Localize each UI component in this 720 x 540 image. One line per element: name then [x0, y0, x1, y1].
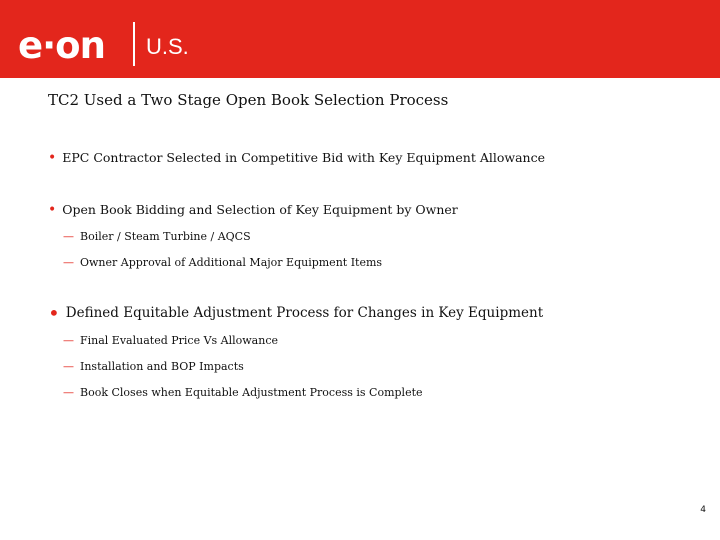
logo-divider	[133, 22, 135, 66]
sub-bullet-item	[63, 334, 278, 347]
eon-logo: e·on	[18, 24, 105, 67]
logo-region-label: U.S.	[146, 34, 189, 59]
sub-bullet-text: Book Closes when Equitable Adjustment Process is Complete	[80, 386, 423, 399]
bullet-text: Open Book Bidding and Selection of Key Equipment by Owner	[62, 202, 458, 217]
sub-bullet-marker: —	[63, 256, 74, 269]
sub-bullet-text: Final Evaluated Price Vs Allowance	[80, 334, 278, 347]
slide-title: TC2 Used a Two Stage Open Book Selection Process	[48, 91, 449, 109]
bullet-marker: •	[48, 201, 57, 218]
bullet-item	[48, 150, 545, 165]
sub-bullet-item	[63, 256, 382, 269]
sub-bullet-item	[63, 386, 423, 399]
bullet-marker: •	[48, 149, 57, 166]
page-number: 4	[700, 505, 706, 515]
bullet-marker: •	[48, 301, 60, 325]
sub-bullet-marker: —	[63, 386, 74, 399]
sub-bullet-text: Boiler / Steam Turbine / AQCS	[80, 230, 251, 243]
sub-bullet-item	[63, 230, 251, 243]
sub-bullet-marker: —	[63, 334, 74, 347]
bullet-item	[48, 202, 458, 217]
bullet-item	[48, 303, 543, 323]
bullet-text: Defined Equitable Adjustment Process for Changes in Key Equipment	[65, 305, 544, 321]
sub-bullet-marker: —	[63, 360, 74, 373]
sub-bullet-text: Owner Approval of Additional Major Equipment Items	[80, 256, 383, 269]
sub-bullet-marker: —	[63, 230, 74, 243]
bullet-text: EPC Contractor Selected in Competitive Bid with Key Equipment Allowance	[62, 150, 545, 165]
header-banner	[0, 0, 720, 78]
sub-bullet-item	[63, 360, 244, 373]
sub-bullet-text: Installation and BOP Impacts	[80, 360, 244, 373]
